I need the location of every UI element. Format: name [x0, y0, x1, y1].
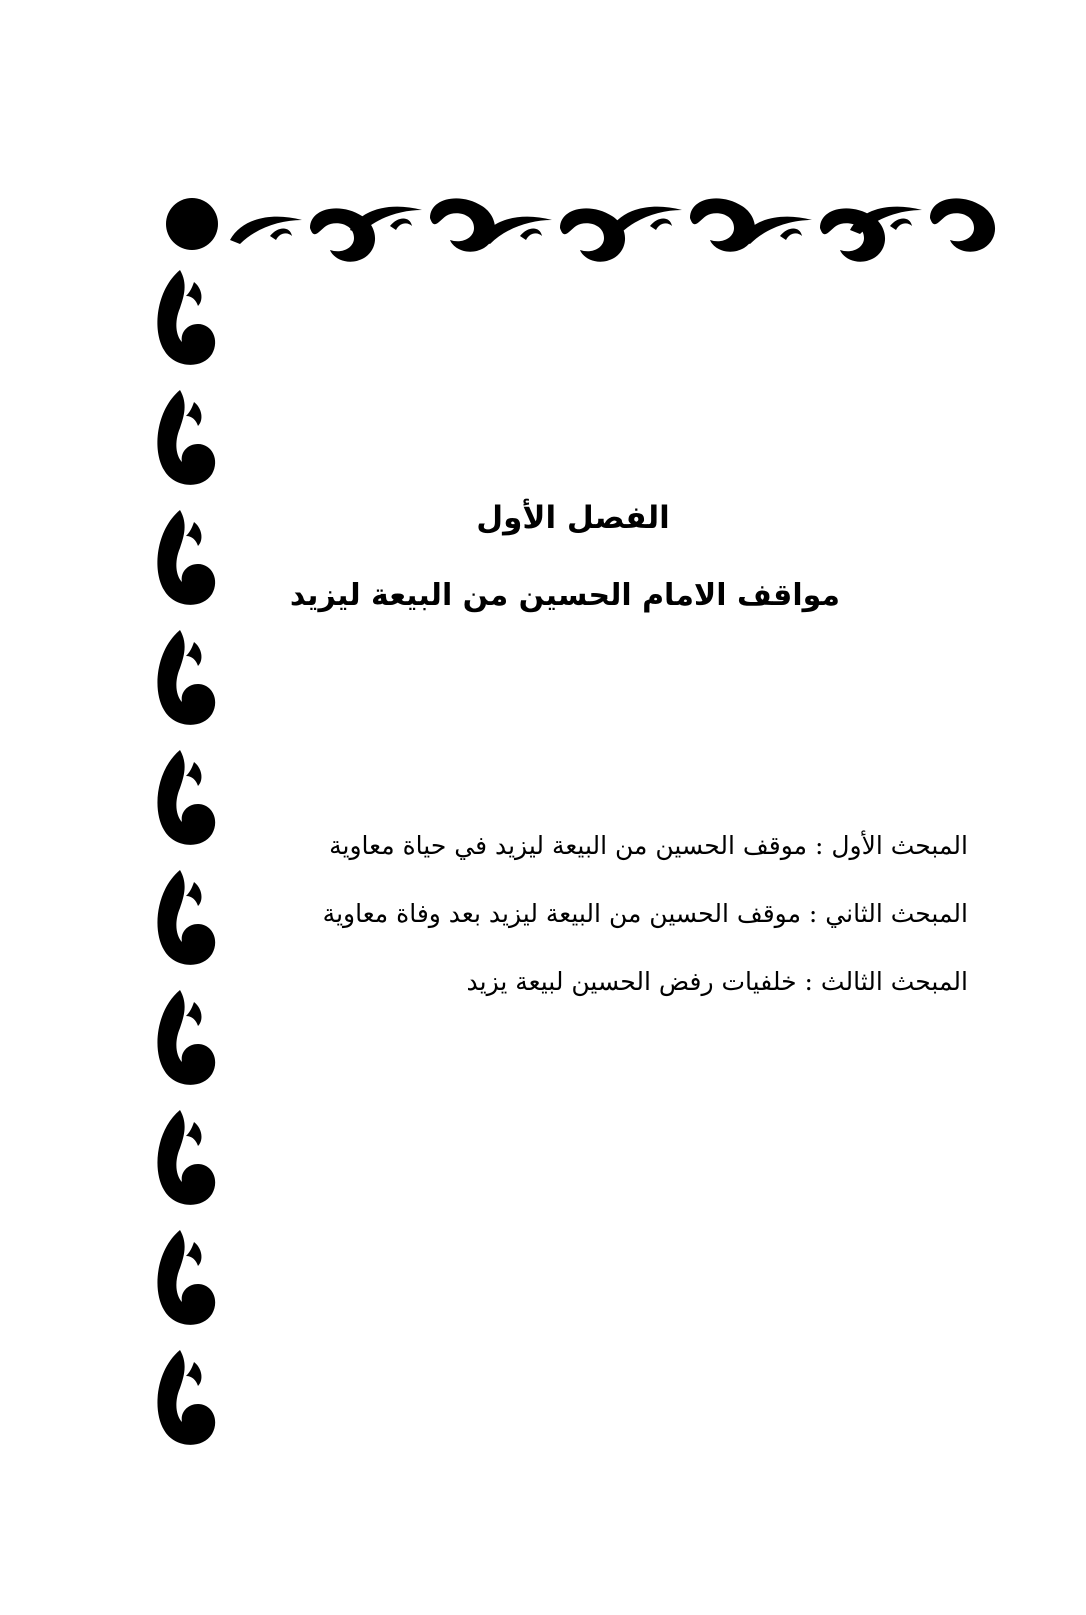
ornamental-border-left [0, 0, 300, 1615]
section-list [268, 818, 968, 1022]
section-item: المبحث الثالث : خلفيات رفض الحسين لبيعة يزيد [466, 967, 968, 996]
chapter-subtitle: مواقف الامام الحسين من البيعة ليزيد [289, 578, 840, 613]
section-item: المبحث الثاني : موقف الحسين من البيعة ليزيد بعد وفاة معاوية [322, 899, 968, 928]
chapter-title: الفصل الأول [476, 500, 670, 536]
section-item: المبحث الأول : موقف الحسين من البيعة ليزيد في حياة معاوية [329, 831, 968, 860]
